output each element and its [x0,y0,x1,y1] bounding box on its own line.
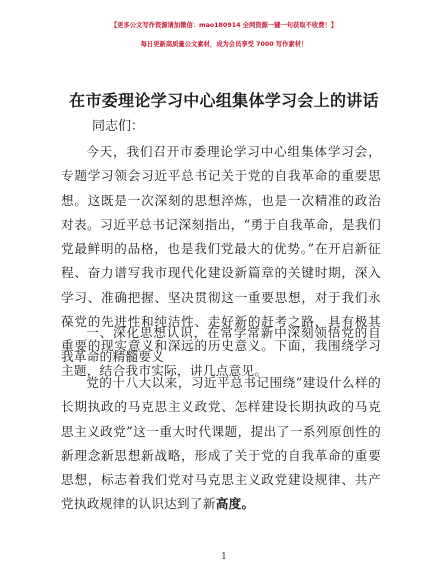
salutation: 同志们： [92,119,145,134]
section-heading-1: 一、深化思想认识，在常学常新中深刻领悟党的自我革命的精髓要义 [61,325,381,365]
body-paragraph-2 [61,371,381,517]
body-paragraph-1: 今天，我们召开市委理论学习中心组集体学习会，专题学习领会习近平总书记关于党的自我革命的重要思想。这既是一次深刻的思想淬炼，也是一次精准的政治对表。习近平总书记深刻指出，“勇于自我革命，是我们党最鲜明的品格，也是我们党最大的优势。”在开启新征程、奋力谱写我市现代化建设新篇章的关键时期，深入学习、准确把握、坚决贯彻这一重要思想，对于我们永葆党的先进性和纯洁性、走好新的赶考之路，具有极其重要的现实意义和深远的历史意义。下面，我围绕学习主题，结合我市实际，讲几点意见。 [61,144,381,378]
page-number: 1 [221,552,227,562]
promo-banner-line2: 每日更新高质量公文素材，成为会员享受 7000 写作素材！ [140,41,308,48]
body-paragraph-2-text: 党的十八大以来，习近平总书记围绕“建设什么样的长期执政的马克思主义政党、怎样建设长期执政的马克思主义政党”这一重大时代课题，提出了一系列原创性的新理念新思想新战略，形成了关于党的自我革命的重要思想，标志着我们党对马克思主义政党建设规律、共产党执政规律的认识达到了新 [61,375,381,512]
body-paragraph-2-end: 高度。 [215,496,255,512]
document-title: 在市委理论学习中心组集体学习会上的讲话 [69,91,379,110]
promo-banner-line1: 【更多公文写作资源请加微信：mao180914 全网资源一键一句获取不收费！】 [110,22,338,29]
